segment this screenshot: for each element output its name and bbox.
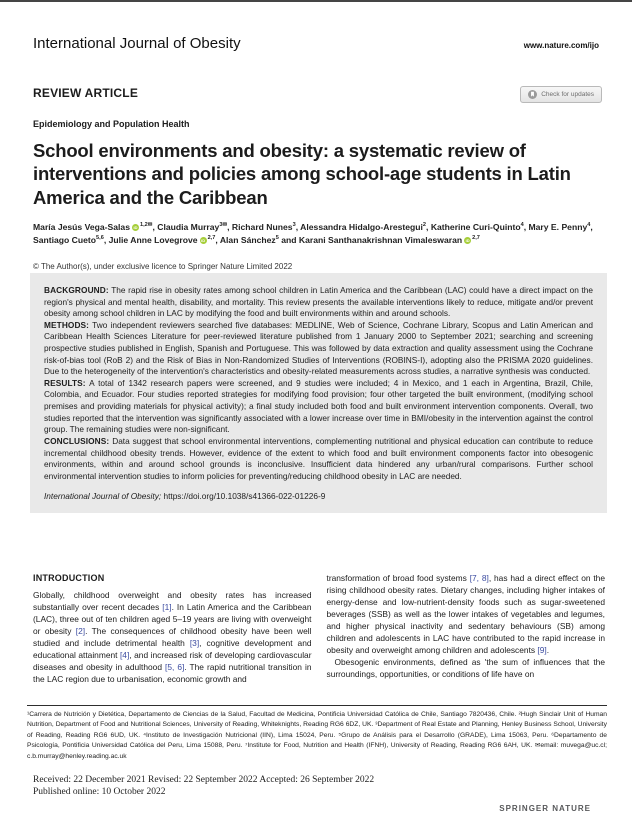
intro-paragraph: transformation of broad food systems [7, 8], has had a direct effect on the rising childhood obesity rates. Dietary changes, including higher intakes of energy-dense and low-nutrient-density foods such as sugar-sweetened beverages (SSB) as well as the lower intakes of vegetables and legumes, and higher physical inactivity and sedentary behaviours (SB) among children and adolescents in LAC have contributed to the rapid increase in obesity and overweight among children and adolescents [9]. <box>326 573 605 656</box>
intro-paragraph: Obesogenic environments, defined as 'the sum of influences that the surroundings, opportunities, or conditions of life have on <box>326 657 605 680</box>
article-subject: Epidemiology and Population Health <box>33 119 190 129</box>
abstract-results-label: RESULTS: <box>44 377 86 388</box>
crossmark-icon <box>528 90 537 99</box>
intro-paragraph: Globally, childhood overweight and obesity rates has increased substantially over recent decades [1]. In Latin America and the Caribbean (LAC), three out of ten children aged 5–19 years are living with overweight or obesity [2]. The consequences of childhood obesity have been well studied and include detrimental health [3], cognitive development and educational attainment [4], and increased risk of developing cardiovascular diseases and obesity in adulthood [5, 6]. The rapid nutritional transition in the LAC region due to urbanisation, economic growth and <box>33 589 312 684</box>
check-for-updates-label: Check for updates <box>541 91 594 98</box>
abstract-background-text: The rapid rise in obesity rates among school children in Latin America and the Caribbean (LAC) could have a direct impact on the region's physical and mental health, disability, and mortality. This review presents the available interventions likely to reduce, mitigate and/or prevent obesity among school children in LAC by modifying the food and built environments within and around schools. <box>44 285 594 319</box>
journal-name: International Journal of Obesity <box>33 35 241 52</box>
article-head <box>33 86 602 271</box>
article-type-label: REVIEW ARTICLE <box>33 86 139 100</box>
intro-column-left <box>33 572 312 685</box>
author: Alessandra Hidalgo-Arestegui$^2$ <box>300 221 427 232</box>
abstract-background <box>44 285 593 320</box>
journal-url-link[interactable]: www.nature.com/ijo <box>523 41 599 50</box>
author: Claudia Murray$^{3✉}$ <box>157 221 228 232</box>
abstract-methods-label: METHODS: <box>44 319 90 330</box>
journal-header <box>33 35 599 52</box>
copyright-line: © The Author(s), under exclusive licence to Springer Nature Limited 2022 <box>33 261 293 271</box>
doi-link[interactable]: https://doi.org/10.1038/s41366-022-01226-9 <box>163 491 326 502</box>
publisher-logo: SPRINGER NATURE <box>499 804 591 813</box>
abstract-results <box>44 378 593 436</box>
abstract-conclusions-label: CONCLUSIONS: <box>44 435 110 446</box>
author: Alan Sánchez$^5$ <box>219 235 279 246</box>
introduction-heading: INTRODUCTION <box>33 573 105 583</box>
abstract-methods <box>44 320 593 378</box>
author: Mary E. Penny$^4$ <box>528 221 591 232</box>
intro-column-right <box>327 572 606 685</box>
author: María Jesús Vega-Salas iD $^{1,2✉}$ <box>33 221 153 232</box>
abstract-background-label: BACKGROUND: <box>44 285 109 295</box>
abstract-conclusions <box>44 436 593 482</box>
author: Katherine Curi-Quinto$^4$ <box>430 221 524 232</box>
published-date: Published online: 10 October 2022 <box>33 786 166 797</box>
author-list: María Jesús Vega-Salas iD $^{1,2✉}$, Claudia Murray$^{3✉}$, Richard Nunes$^3$, Alessandra Hidalgo-Arestegui$^2$, Katherine Curi-Quinto$^4$, Mary E. Penny$^4$, Santiago Cueto$^{5,6}$, Julie Anne Lovegrove iD $^{2,7}$, Alan Sánchez$^5$ and Karani Santhanakrishnan Vimaleswaran iD $^{2,7}$ <box>33 221 593 246</box>
author: Julie Anne Lovegrove iD $^{2,7}$ <box>108 235 216 246</box>
author: Santiago Cueto$^{5,6}$ <box>33 235 104 246</box>
check-for-updates-button[interactable] <box>520 86 602 103</box>
footnotes-section <box>27 705 607 797</box>
affiliations-text: ¹Carrera de Nutrición y Dietética, Departamento de Ciencias de la Salud, Facultad de Medicina, Pontificia Universidad Católica de Chile, Santiago 7820436, Chile. ²Hugh Sinclair Unit of Human Nutrition, Department of Food and Nutritional Sciences, University of Reading, Whiteknights, Reading RG6 6DZ, UK. ³Department of Real Estate and Planning, Henley Business School, University of Reading, Reading RG6 6UD, UK. ⁴Instituto de Investigación Nutricional (IIN), Lima 15024, Peru. ⁵Grupo de Análisis para el Desarrollo (GRADE), Lima 15063, Peru. ⁶Departamento de Psicología, Pontificia Universidad Católica del Peru, Lima 15088, Peru. ⁷Institute for Food, Nutrition and Health (IFNH), University of Reading, Reading RG6 6AH, UK. ✉email: muvega@uc.cl; c.b.murray@henley.reading.ac.uk <box>27 711 607 760</box>
abstract-results-text: A total of 1342 research papers were screened, and 9 studies were included; 4 in Mexico, and 1 each in Argentina, Brazil, Chile, Colombia, and Ecuador. Four studies reported strategies for modifying food provision; four other targeted the built environment, (modifying school premises and providing materials for physical activity); a final study included both food and built environment intervention components. Overall, two studies reported that the intervention was significantly associated with a lower increase over time in BMI/obesity in the intervention against the control group. The remaining studies were non-significant. <box>44 377 593 435</box>
author: Richard Nunes$^3$ <box>231 221 296 232</box>
received-dates: Received: 22 December 2021 Revised: 22 September 2022 Accepted: 26 September 2022 <box>33 774 375 785</box>
abstract-box <box>30 273 607 513</box>
orcid-icon[interactable]: iD <box>465 238 470 244</box>
abstract-methods-text: Two independent reviewers searched five databases: MEDLINE, Web of Science, Cochrane Library, Scopus and Latin American and Caribbean Health Sciences Literature for peer-reviewed literature published from 1 January 2000 to September 2021; searching and screening prospective studies published in English, Spanish and Portuguese. This was followed by data extraction and quality assessment using the Cochrane risk-of-bias tool (RoB 2) and the Risk of Bias in Non-Randomized Studies of Interventions (ROBINS-I), adopting also the PRISMA 2020 guidelines. Due to the heterogeneity of the intervention's characteristics and obesity-related measurements across studies, a narrative synthesis was conducted. <box>44 319 593 377</box>
author: Karani Santhanakrishnan Vimaleswaran iD $^{2,7}$ <box>298 235 480 246</box>
article-title: School environments and obesity: a systematic review of interventions and policies among school-age students in Latin America and the Caribbean <box>33 140 571 208</box>
abstract-conclusions-text: Data suggest that school environmental interventions, complementing nutritional and physical education can contribute to reduce incremental childhood obesity trends. However, evidence of the extent to which food and built environment components factor into obesogenic environments, within and around school grounds is inconclusive. Insufficient data hindered any urban/rural comparisons. Further school environmental intervention studies to inform policies for preventing/reducing childhood obesity in LAC are needed. <box>44 435 593 481</box>
citation-journal: International Journal of Obesity; <box>44 491 162 502</box>
citation-line <box>44 491 593 503</box>
orcid-icon[interactable]: iD <box>201 238 206 244</box>
introduction-section <box>33 572 605 685</box>
orcid-icon[interactable]: iD <box>133 224 138 230</box>
